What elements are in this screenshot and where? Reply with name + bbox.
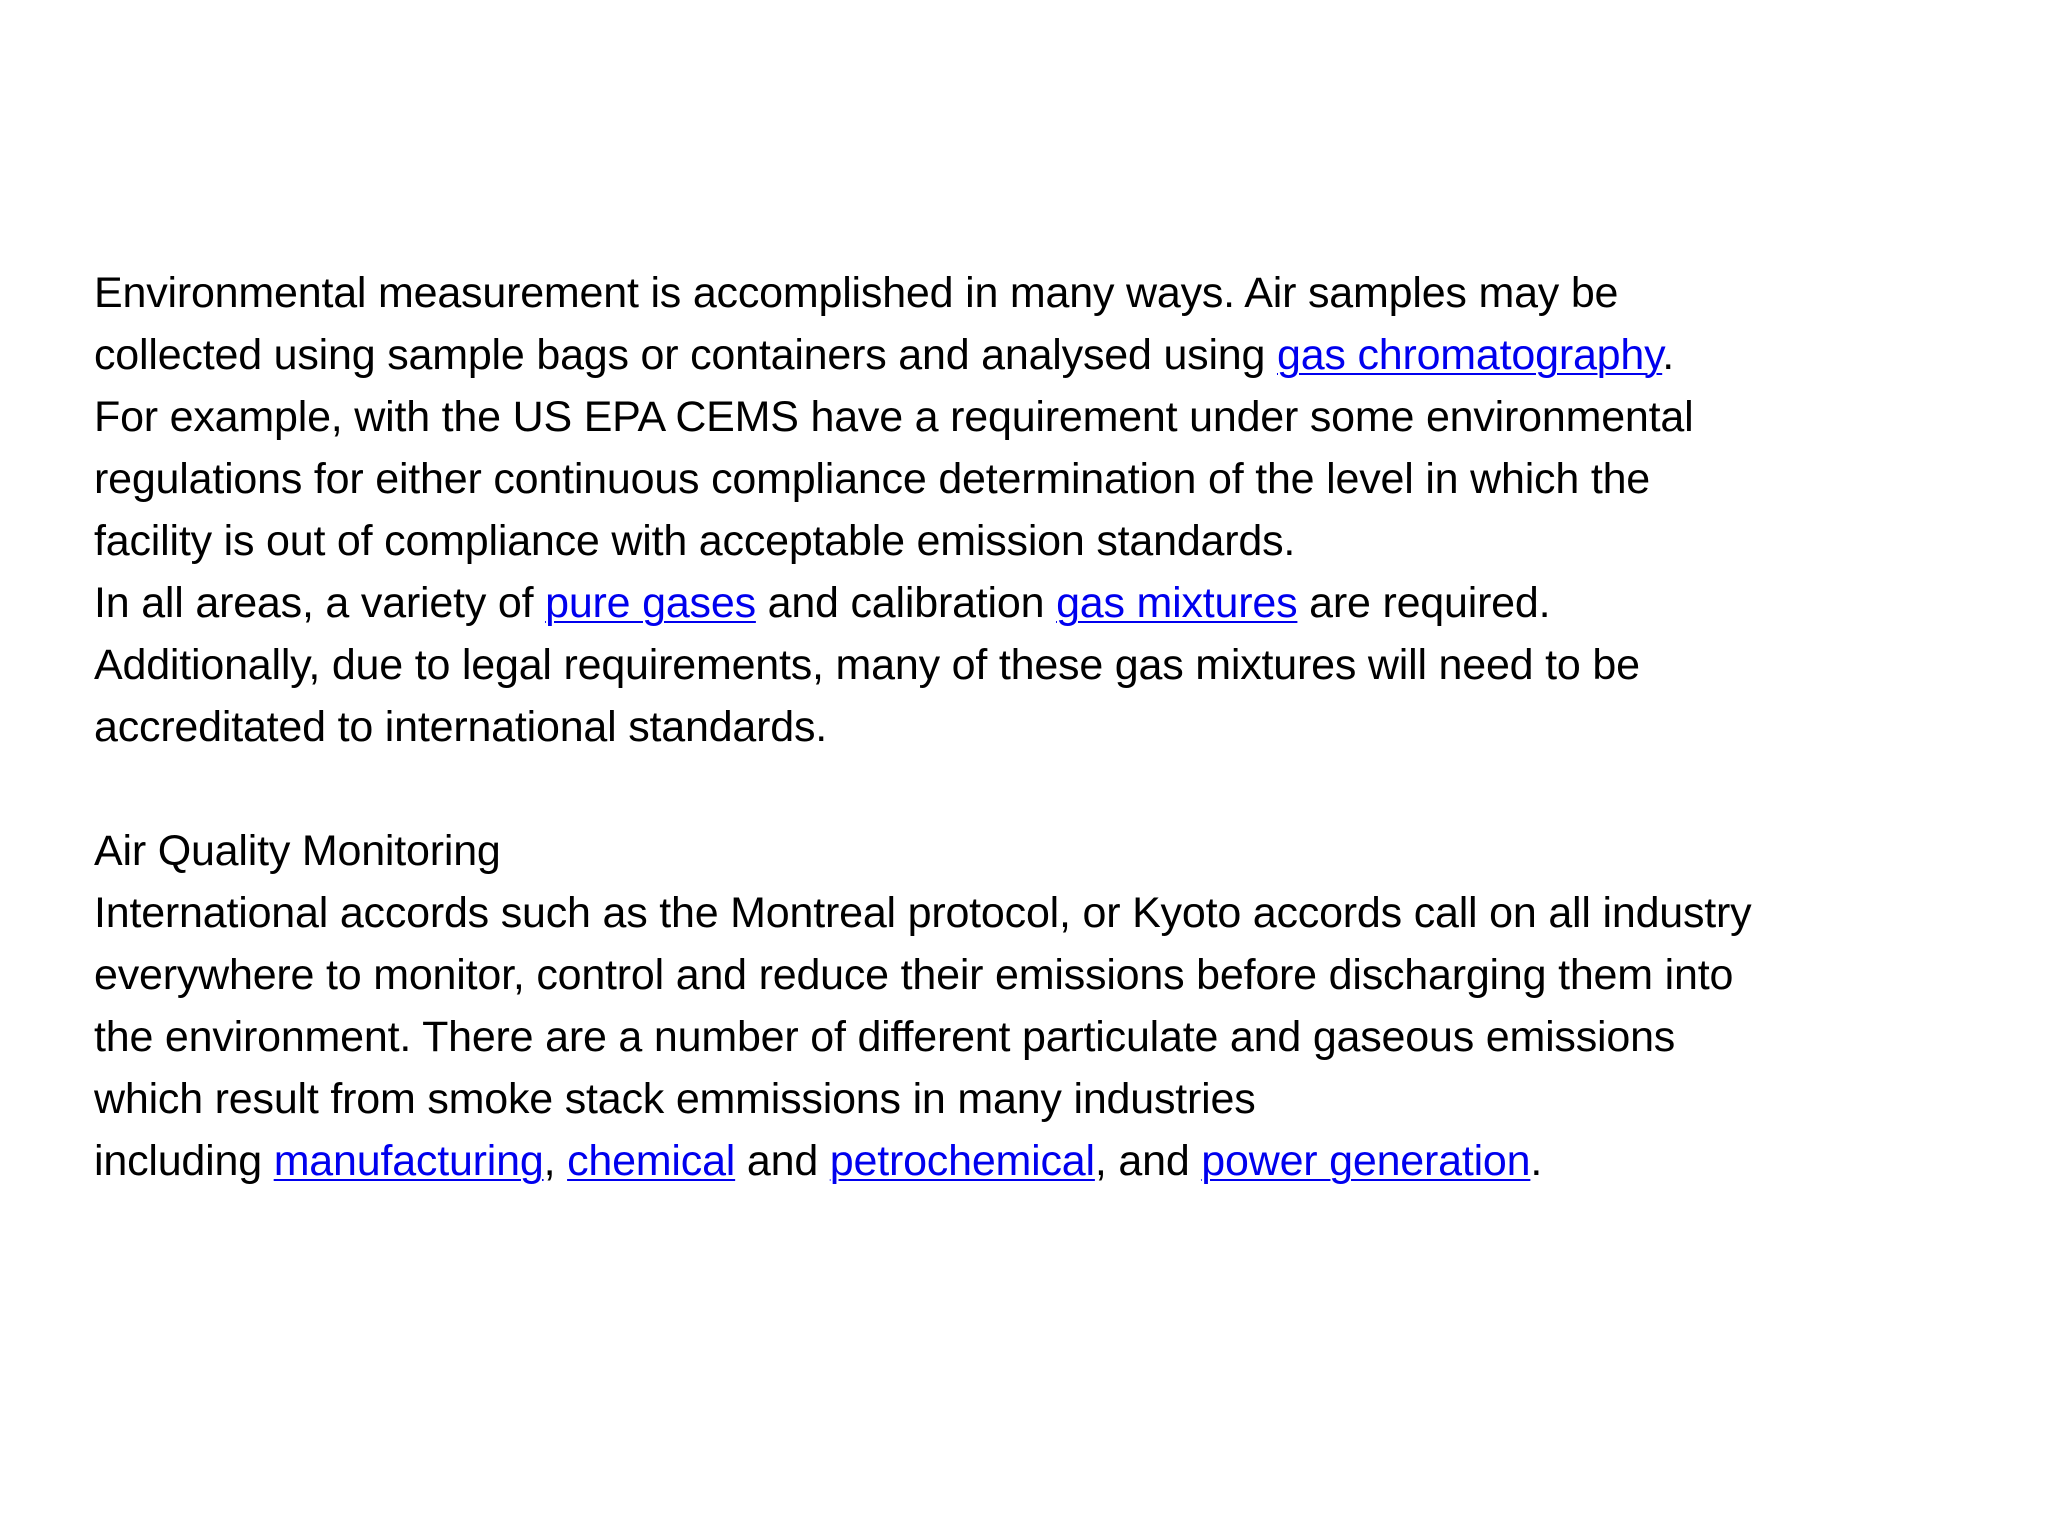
text-line: For example, with the US EPA CEMS have a requirement under some environmental xyxy=(94,393,1694,441)
paragraph-spacer xyxy=(94,758,2014,820)
text-segment: . xyxy=(1530,1137,1543,1185)
text-line xyxy=(94,324,2014,386)
text-line: International accords such as the Montreal protocol, or Kyoto accords call on all industry xyxy=(94,889,1752,937)
text-line: regulations for either continuous compliance determination of the level in which the xyxy=(94,455,1650,503)
link-petrochemical[interactable]: petrochemical xyxy=(829,1137,1095,1185)
link-gas-chromatography[interactable]: gas chromatography xyxy=(1276,331,1663,379)
link-pure-gases[interactable]: pure gases xyxy=(545,579,756,627)
text-line: the environment. There are a number of different particulate and gaseous emissions xyxy=(94,1013,1676,1061)
text-segment: In all areas, a variety of xyxy=(94,579,546,627)
text-line xyxy=(94,572,2014,634)
text-line: Additionally, due to legal requirements, many of these gas mixtures will need to be xyxy=(94,641,1640,689)
text-segment: , and xyxy=(1094,1137,1202,1185)
link-manufacturing[interactable]: manufacturing xyxy=(273,1137,544,1185)
text-segment: and calibration xyxy=(755,579,1057,627)
text-line xyxy=(94,1130,2014,1192)
text-line: which result from smoke stack emmissions in many industries xyxy=(94,1075,1256,1123)
text-segment: and xyxy=(735,1137,830,1185)
slide-body xyxy=(94,262,2014,1192)
link-chemical[interactable]: chemical xyxy=(567,1137,736,1185)
text-line: Environmental measurement is accomplished in many ways. Air samples may be xyxy=(94,269,1619,317)
section-heading: Air Quality Monitoring xyxy=(94,827,501,875)
text-line: facility is out of compliance with acceptable emission standards. xyxy=(94,517,1296,565)
link-power-generation[interactable]: power generation xyxy=(1201,1137,1531,1185)
text-line: accreditated to international standards. xyxy=(94,703,828,751)
text-segment: are required. xyxy=(1297,579,1551,627)
text-segment: collected using sample bags or containers and analysed using xyxy=(94,331,1277,379)
text-segment: including xyxy=(94,1137,274,1185)
text-segment: , xyxy=(543,1137,568,1185)
link-gas-mixtures[interactable]: gas mixtures xyxy=(1056,579,1298,627)
text-line: everywhere to monitor, control and reduce their emissions before discharging them into xyxy=(94,951,1734,999)
text-segment: . xyxy=(1662,331,1674,379)
